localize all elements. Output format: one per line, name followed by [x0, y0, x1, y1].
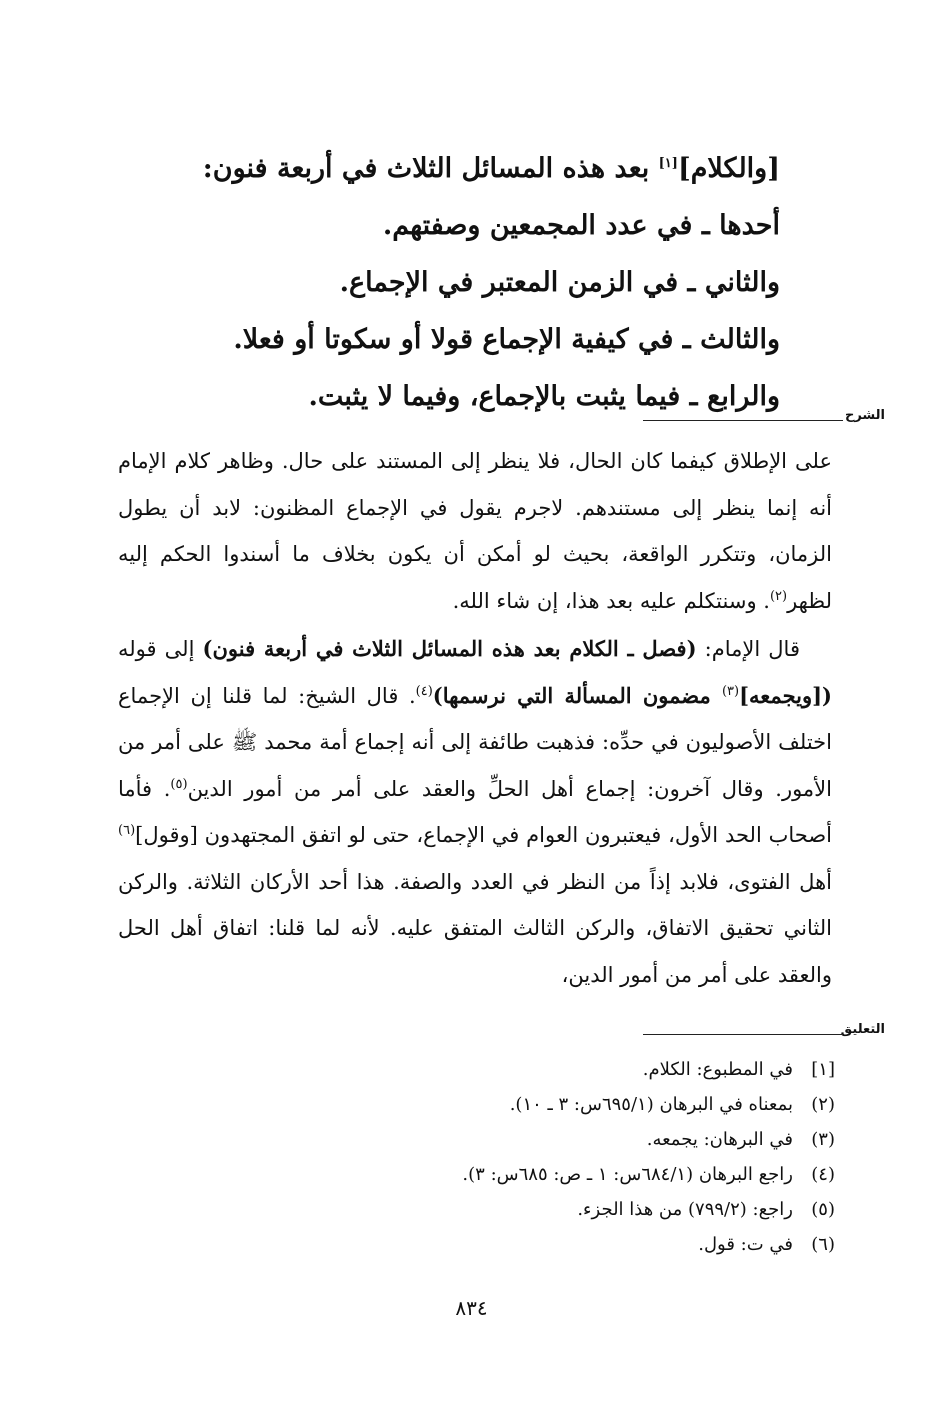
commentary-text-run: . قال الشيخ: لما قلنا إن الإجماع اختلف الأصوليون في حدِّه: فذهبت طائفة إلى أنه إجماع أمة محمد ﷺ على أمر من الأمور. وقال آخرون: إجماع أهل الحلِّ والعقد على أمر من أمور الدين: [118, 683, 832, 801]
footnote-item: [235, 1122, 835, 1157]
quoted-text: ([ويجمعه]: [739, 682, 832, 708]
footnote-number: [١]: [811, 1059, 835, 1080]
footnote-text: في ت: قول.: [698, 1234, 793, 1255]
commentary-text-run: إلى قوله: [118, 637, 203, 661]
page-number: ٨٣٤: [455, 1296, 488, 1320]
main-text-line: [150, 140, 780, 197]
quoted-text: مضمون المسألة التي نرسمها): [432, 682, 722, 708]
commentary-paragraph: [118, 438, 832, 624]
footnote-item: [235, 1087, 835, 1122]
footnote-ref[interactable]: (٣): [721, 683, 740, 699]
footnote-number: (٥): [811, 1199, 835, 1220]
commentary-text: [118, 438, 832, 998]
footnote-number: (٣): [811, 1129, 835, 1150]
footnote-text: راجع: (٧٩٩/٢) من هذا الجزء.: [577, 1199, 793, 1220]
main-text-line: والثاني ـ في الزمن المعتبر في الإجماع.: [339, 267, 780, 298]
footnote-item: [235, 1052, 835, 1087]
footnote-item: [235, 1192, 835, 1227]
commentary-text-run: أهل الفتوى، فلابد إذاً من النظر في العدد والصفة. هذا أحد الأركان الثلاثة. والركن الثاني تحقيق الاتفاق، والركن الثالث المتفق عليه. لأنه لما قلنا: اتفاق أهل الحل والعقد على أمر من أمور الدين،: [118, 869, 832, 987]
footnote-ref[interactable]: (٥): [170, 776, 188, 792]
footnote-ref[interactable]: (٢): [769, 588, 788, 604]
separator-rule: [643, 420, 843, 421]
commentary-text-run: . وسنتكلم عليه بعد هذا، إن شاء الله.: [452, 588, 770, 613]
footnote-item: [235, 1157, 835, 1192]
footnote-number: (٦): [811, 1234, 835, 1255]
footnote-text: بمعناه في البرهان (٦٩٥/١س: ٣ ـ ١٠).: [509, 1094, 793, 1115]
footnote-number: (٢): [811, 1094, 835, 1115]
commentary-label: الشرح: [844, 408, 885, 423]
footnote-text: في المطبوع: الكلام.: [642, 1059, 793, 1080]
main-text-line: والثالث ـ في كيفية الإجماع قولا أو سكوتا أو فعلا.: [233, 324, 780, 355]
footnote-ref[interactable]: (٦): [118, 823, 136, 838]
footnote-ref[interactable]: (٤): [415, 683, 433, 699]
footnote-text: في البرهان: يجمعه.: [646, 1129, 793, 1150]
commentary-paragraph: [118, 626, 832, 998]
commentary-text-run: قال الإمام:: [696, 637, 800, 661]
main-text-line-rest: بعد هذه المسائل الثلاث في أربعة فنون:: [202, 153, 659, 184]
commentary-text-run: . فأما أصحاب الحد الأول، فيعتبرون العوام في الإجماع، حتى لو اتفق المجتهدون [وقول]: [118, 776, 832, 847]
footnote-text: راجع البرهان (٦٨٤/١س: ١ ـ ص: ٦٨٥س: ٣).: [462, 1164, 793, 1185]
main-text-line: والرابع ـ فيما يثبت بالإجماع، وفيما لا يثبت.: [308, 381, 780, 412]
commentary-separator: [165, 408, 885, 432]
footnotes-label: التعليق: [840, 1022, 885, 1037]
main-text-bracketed-word: [والكلام]: [677, 153, 780, 184]
footnote-number: (٤): [811, 1164, 835, 1185]
footnotes-separator: [165, 1022, 885, 1046]
main-text-line: أحدها ـ في عدد المجمعين وصفتهم.: [382, 210, 780, 241]
footnote-ref[interactable]: [١]: [658, 156, 678, 171]
quoted-text: (فصل ـ الكلام بعد هذه المسائل الثلاث في أربعة فنون): [202, 636, 697, 661]
footnotes-list: [235, 1052, 835, 1262]
main-text-block: [150, 140, 780, 425]
separator-rule: [643, 1034, 843, 1035]
footnote-item: [235, 1227, 835, 1262]
commentary-text-run: على الإطلاق كيفما كان الحال، فلا ينظر إلى المستند على حال. وظاهر كلام الإمام أنه إنما ينظر إلى مستندهم. لاجرم يقول في الإجماع المظنون: لابد أن يطول الزمان، وتتكرر الواقعة، بحيث لو أمكن أن يكون بخلاف ما أسندوا الحكم إليه لظهر: [118, 449, 832, 613]
